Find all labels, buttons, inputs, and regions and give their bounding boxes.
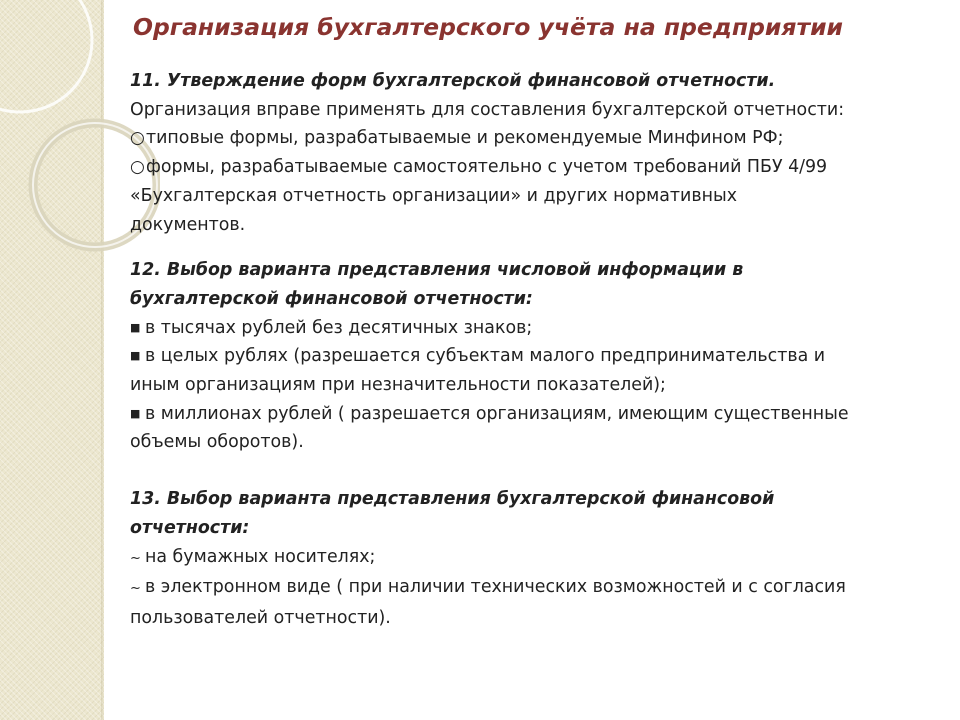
list-item: ■ в миллионах рублей ( разрешается организациям, имеющим существенные — [130, 400, 940, 429]
decorative-side-band — [0, 0, 104, 720]
list-item-continuation: иным организациям при незначительности показателей); — [130, 375, 666, 396]
list-item: ~ на бумажных носителях; — [130, 543, 940, 574]
section-heading: 12. Выбор варианта представления числовой информации в — [130, 260, 744, 281]
slide-title: Организация бухгалтерского учёта на предприятии — [133, 13, 844, 41]
section-heading: отчетности: — [130, 517, 250, 538]
section-intro: Организация вправе применять для составления бухгалтерской отчетности: — [130, 99, 845, 120]
list-item-continuation: пользователей отчетности). — [130, 607, 391, 628]
circle-bullet-icon: ○ — [130, 128, 145, 149]
list-item-continuation: документов. — [130, 214, 246, 235]
list-item: ■ в целых рублях (разрешается субъектам малого предпринимательства и — [130, 342, 940, 371]
tilde-bullet-icon: ~ — [130, 550, 141, 566]
slide-content — [130, 67, 940, 633]
square-bullet-icon: ■ — [130, 349, 141, 363]
section-11 — [130, 67, 940, 239]
list-item-continuation: «Бухгалтерская отчетность организации» и других нормативных — [130, 185, 737, 206]
section-heading: 13. Выбор варианта представления бухгалтерской финансовой — [130, 489, 775, 510]
section-heading: 11. Утверждение форм бухгалтерской финансовой отчетности. — [130, 71, 776, 91]
list-item: ~ в электронном виде ( при наличии технических возможностей и с согласия — [130, 573, 940, 604]
square-bullet-icon: ■ — [130, 406, 141, 420]
section-12 — [130, 256, 940, 457]
section-heading: бухгалтерской финансовой отчетности: — [130, 288, 533, 309]
square-bullet-icon: ■ — [130, 320, 141, 334]
list-item: ○типовые формы, разрабатываемые и рекомендуемые Минфином РФ; — [130, 124, 940, 153]
list-item: ○формы, разрабатываемые самостоятельно с учетом требований ПБУ 4/99 — [130, 153, 940, 182]
tilde-bullet-icon: ~ — [130, 581, 141, 597]
list-item: ■ в тысячах рублей без десятичных знаков; — [130, 314, 940, 343]
list-item-continuation: объемы оборотов). — [130, 432, 304, 453]
section-13 — [130, 485, 940, 633]
circle-bullet-icon: ○ — [130, 157, 145, 178]
